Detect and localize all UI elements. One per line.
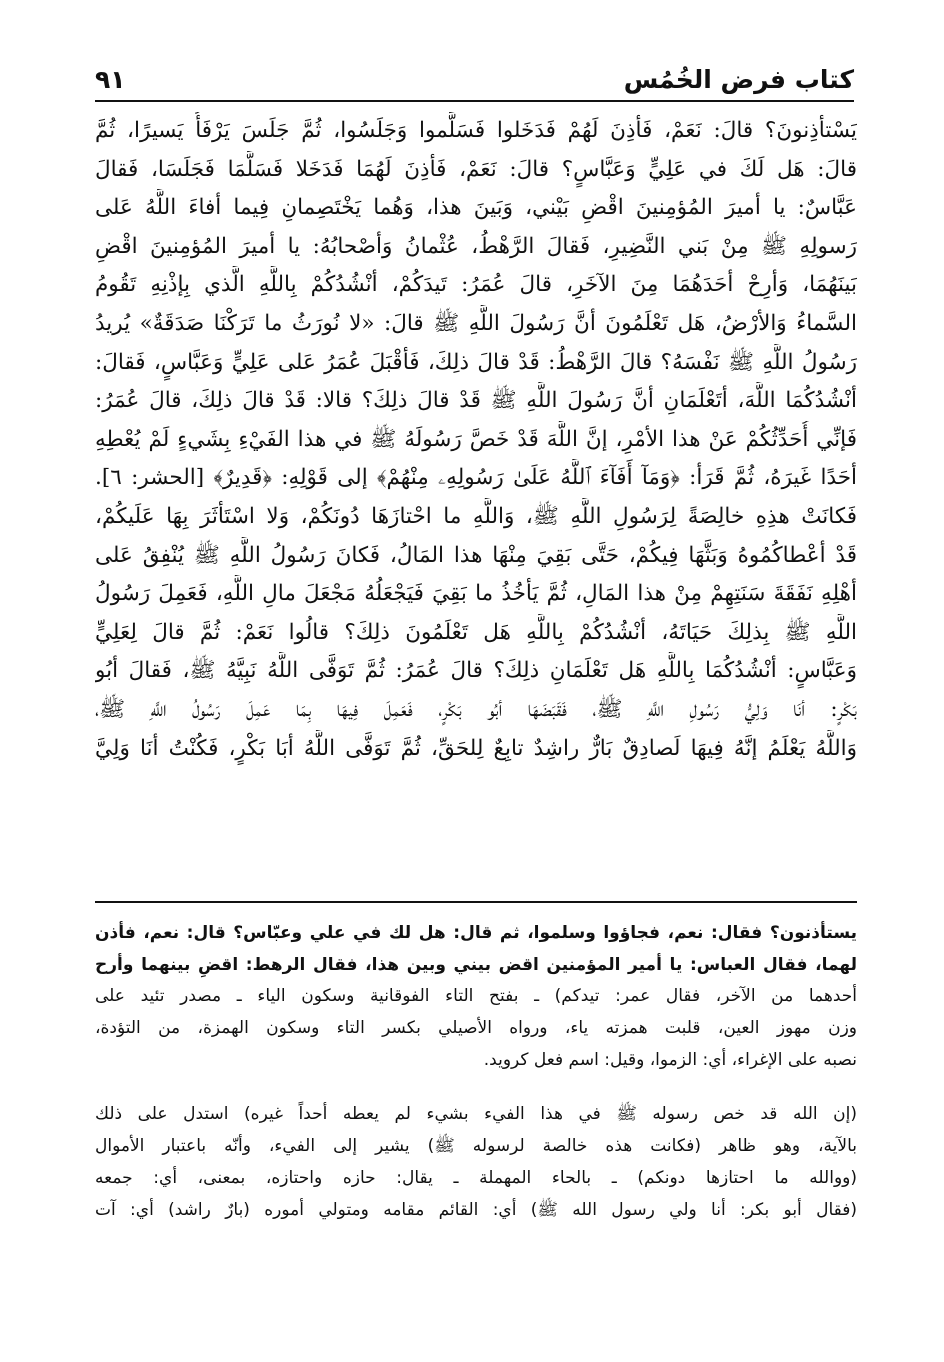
text-line: بَينَهُمَا، وَأرِحْ أحَدَهُمَا مِنَ الآخَرِ، قالَ عُمَرُ: تَيدَكُمْ، أنْشُدُكُمْ بِاللَّهِ الَّذي بِإذْنِهِ تَقُومُ bbox=[95, 272, 857, 298]
text-line: فَإنِّي أُحَدِّثُكُمْ عَنْ هذا الأمْرِ، إنَّ اللَّهَ قَدْ خَصَّ رَسُولَهُ ﷺ في هذا الفَيْءِ بِشَيءٍ لَمْ يُعْطِهِ bbox=[95, 426, 857, 452]
text-line: بَكْرٍ: أنَا وَلِيُّ رَسُولِ اللَّهِ ﷺ، فَقَبَضَهَا أبُو بَكْرٍ، فَعَمِلَ فِيهَا بِمَا عَمِلَ رَسُولُ اللَّهِ ﷺ، bbox=[95, 696, 857, 722]
text-line: رَسولِهِ ﷺ مِنْ بَني النَّضِيرِ، فَقالَ الرَّهْطُ، عُثْمانُ وَأصْحابُهُ: يا أميرَ المُؤمِنينَ اقْضِ bbox=[95, 233, 857, 259]
book-title: كتاب فرض الخُمُس bbox=[623, 65, 854, 94]
text-line: وَعَبَّاسٍ: أنْشُدُكُمَا بِاللَّهِ هَل تَعْلَمَانِ ذلِكَ؟ قالَ عُمَرُ: ثُمَّ تَوَفَّى اللَّهُ نَبِيَّهُ ﷺ، فَقالَ أبُو bbox=[95, 658, 857, 684]
text-line: أنْشُدُكُمَا اللَّهَ، أتَعْلَمَانِ أنَّ رَسُولَ اللَّهِ ﷺ قَدْ قالَ ذلِكَ؟ قالا: قَدْ قالَ ذلِكَ، قالَ عُمَرُ: bbox=[95, 388, 857, 414]
text-line: رَسُولُ اللَّهِ ﷺ نَفْسَهُ؟ قالَ الرَّهْطُ: قَدْ قالَ ذلِكَ، فَأقْبَلَ عُمَرُ عَلى عَلِيٍّ وَعَبَّاسٍ، فَقالَ: bbox=[95, 349, 857, 375]
text-line: قَدْ أعْطاكُمُوهُ وَبَثَّهَا فِيكُمْ، حَتَّى بَقِيَ مِنْهَا هذا المَالُ، فَكانَ رَسُولُ اللَّهِ ﷺ يُنْفِقُ عَلى bbox=[95, 542, 857, 568]
page-header bbox=[95, 50, 854, 102]
commentary-line: أحدهما من الآخر، فقال عمر: تيدكم) ـ بفتح التاء الفوقانية وسكون الياء ـ مصدر تئيد على bbox=[95, 986, 857, 1007]
text-line: عَبَّاسٌ: يا أميرَ المُؤمِنينَ اقْضِ بَيْني، وَبَينَ هذا، وَهُما يَخْتَصِمانِ فِيما أفاءَ اللَّهُ عَلى bbox=[95, 195, 857, 221]
commentary-line: نصبه على الإغراء، أي: الزموا، وقيل: اسم فعل كرويد. bbox=[483, 1049, 857, 1070]
text-line: أحَدًا غَيرَهُ، ثُمَّ قَرَأ: ﴿وَمَآ أَفَآءَ ٱللَّهُ عَلَىٰ رَسُولِهِۦ مِنْهُمْ﴾ إلى قَوْلِهِ: ﴿قَدِيرٌ﴾ [الحشر: ٦]. bbox=[95, 465, 857, 491]
text-line: وَاللَّهُ يَعْلَمُ إنَّهُ فِيهَا لَصادِقٌ بَارٌّ راشِدٌ تابِعٌ لِلحَقِّ، ثُمَّ تَوَفَّى اللَّهُ أبَا بَكْرٍ، فَكُنْتُ أنَا وَلِيَّ bbox=[95, 735, 857, 761]
page-number: ٩١ bbox=[95, 65, 126, 94]
hadith-main-text bbox=[95, 112, 857, 768]
commentary-line: (إن الله قد خص رسوله ﷺ في هذا الفيء بشيء لم يعطه أحداً غيره) استدل على ذلك bbox=[95, 1104, 857, 1125]
footnote-divider bbox=[95, 901, 857, 903]
text-line: فَكانَتْ هذِهِ خالِصَةً لِرَسُولِ اللَّهِ ﷺ، وَاللَّهِ ما احْتازَهَا دُونَكُمْ، وَلا اسْتَأثَرَ بِهَا عَلَيكُمْ، bbox=[95, 503, 857, 529]
commentary-line: (فقال أبو بكر: أنا ولي رسول الله ﷺ) أي: القائم مقامه ومتولي أموره (بارٌ راشد) أي: آت bbox=[95, 1199, 857, 1220]
text-line: أهْلِهِ نَفَقَةَ سَنَتِهِمْ مِنْ هذا المَالِ، ثُمَّ يَأخُذُ ما بَقِيَ فَيَجْعَلُهُ مَجْعَلَ مالِ اللَّهِ، فَعَمِلَ رَسُولُ bbox=[95, 581, 857, 607]
text-line: يَسْتأذِنونَ؟ قالَ: نَعَمْ، فَأذِنَ لَهُمْ فَدَخَلوا فَسَلَّموا وَجَلَسُوا، ثُمَّ جَلَسَ يَرْفَأُ يَسيرًا، ثُمَّ bbox=[95, 118, 857, 143]
commentary-line: (ووالله ما احتازها دونكم) ـ بالحاء المهملة ـ يقال: حازه واحتازه، بمعنى، أي: جمعه bbox=[95, 1167, 857, 1188]
text-line: قالَ: هَل لَكَ في عَلِيٍّ وَعَبَّاسٍ؟ قالَ: نَعَمْ، فَأذِنَ لَهُمَا فَدَخَلا فَسَلَّمَا فَجَلَسَا، فَقالَ bbox=[95, 156, 857, 182]
commentary-line: لهما، فقال العباس: يا أمير المؤمنين اقض بيني وبين هذا، فقال الرهط: اقضِ بينهما وأرح bbox=[95, 954, 857, 975]
text-line: اللَّهِ ﷺ بِذلِكَ حَيَاتَهُ، أنْشُدُكُمْ بِاللَّهِ هَل تَعْلَمُونَ ذلِكَ؟ قالُوا نَعَمْ: ثُمَّ قالَ لِعَلِيٍّ bbox=[95, 619, 857, 645]
text-line: السَّماءُ وَالأرْضُ، هَل تَعْلَمُونَ أنَّ رَسُولَ اللَّهِ ﷺ قالَ: «لا نُورَثُ ما تَرَكْنَا صَدَقَةٌ» يُريدُ bbox=[95, 310, 857, 336]
commentary-line: بالآية، وهو ظاهر (فكانت هذه خالصة لرسوله ﷺ) يشير إلى الفيء، وأنّه باعتبار الأموال bbox=[95, 1136, 857, 1157]
commentary-section bbox=[95, 918, 857, 1226]
paragraph-gap bbox=[95, 1076, 857, 1099]
commentary-line: يستأذنون؟ فقال: نعم، فجاؤوا وسلموا، ثم قال: هل لك في علي وعبّاس؟ قال: نعم، فأذن bbox=[95, 923, 857, 943]
commentary-line: وزن مهوز العين، قلبت همزته ياء، ورواه الأصيلي بكسر التاء وسكون الهمزة، من التؤدة، bbox=[95, 1018, 857, 1039]
